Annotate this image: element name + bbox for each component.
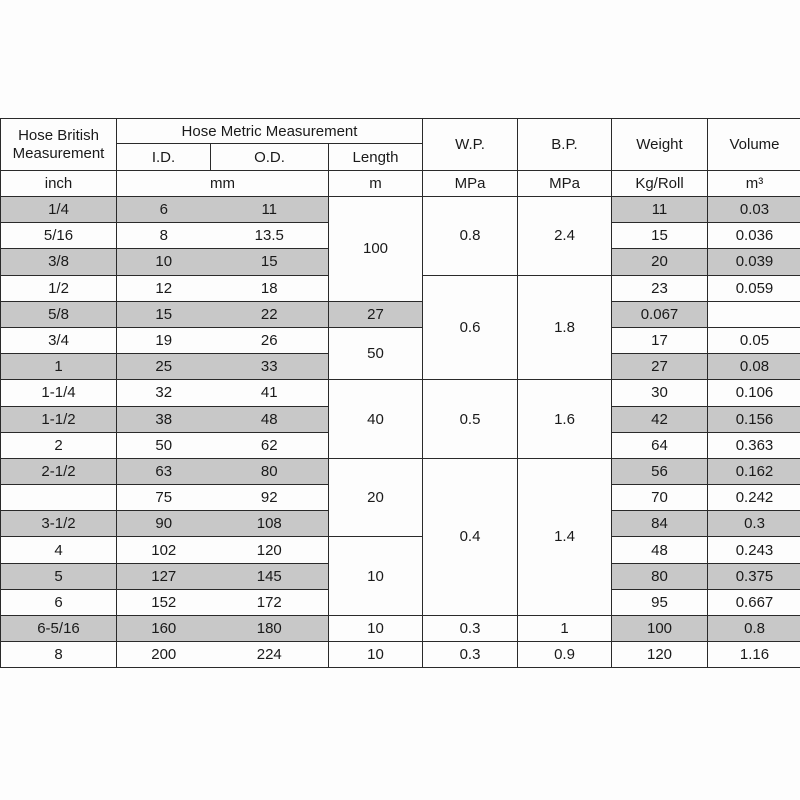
cell-id: 8 xyxy=(117,223,211,249)
cell-inch: 3/8 xyxy=(1,249,117,275)
cell-weight: 56 xyxy=(612,458,708,484)
cell-id: 152 xyxy=(117,589,211,615)
cell-length: 100 xyxy=(329,197,423,302)
hose-spec-table xyxy=(0,118,800,668)
cell-length: 40 xyxy=(329,380,423,459)
cell-volume: 0.106 xyxy=(708,380,800,406)
cell-od: 22 xyxy=(211,301,329,327)
cell-od: 92 xyxy=(211,485,329,511)
cell-wp: 0.4 xyxy=(423,458,518,615)
cell-od: 172 xyxy=(211,589,329,615)
cell-id: 12 xyxy=(117,275,211,301)
cell-id: 90 xyxy=(117,511,211,537)
table-row xyxy=(1,616,800,642)
cell-inch: 3/4 xyxy=(1,327,117,353)
cell-volume: 0.3 xyxy=(708,511,800,537)
cell-weight: 84 xyxy=(612,511,708,537)
table-row xyxy=(1,458,800,484)
cell-bp: 0.9 xyxy=(518,642,612,668)
cell-inch: 1/2 xyxy=(1,275,117,301)
cell-od: 26 xyxy=(211,327,329,353)
cell-volume: 0.667 xyxy=(708,589,800,615)
od-header: O.D. xyxy=(211,144,329,171)
cell-bp: 1 xyxy=(518,616,612,642)
cell-weight: 95 xyxy=(612,589,708,615)
cell-weight: 11 xyxy=(612,197,708,223)
british-header-line2: Measurement xyxy=(12,144,105,162)
cell-weight: 100 xyxy=(612,616,708,642)
british-header-line1: Hose British xyxy=(18,126,99,144)
cell-id: 127 xyxy=(117,563,211,589)
cell-bp: 1.4 xyxy=(518,458,612,615)
cell-od: 180 xyxy=(211,616,329,642)
cell-volume: 0.156 xyxy=(708,406,800,432)
cell-volume: 0.067 xyxy=(612,301,708,327)
cell-od: 145 xyxy=(211,563,329,589)
cell-inch xyxy=(1,485,117,511)
cell-weight: 23 xyxy=(612,275,708,301)
weight-header: Weight xyxy=(612,119,708,171)
cell-weight: 120 xyxy=(612,642,708,668)
cell-inch: 8 xyxy=(1,642,117,668)
bp-header: B.P. xyxy=(518,119,612,171)
cell-wp: 0.3 xyxy=(423,642,518,668)
cell-weight: 64 xyxy=(612,432,708,458)
cell-od: 41 xyxy=(211,380,329,406)
cell-id: 160 xyxy=(117,616,211,642)
cell-od: 18 xyxy=(211,275,329,301)
cell-volume: 0.363 xyxy=(708,432,800,458)
cell-id: 38 xyxy=(117,406,211,432)
cell-wp: 0.5 xyxy=(423,380,518,459)
unit-bp: MPa xyxy=(518,171,612,197)
cell-weight: 48 xyxy=(612,537,708,563)
unit-volume: m³ xyxy=(708,171,800,197)
cell-id: 19 xyxy=(117,327,211,353)
cell-od: 108 xyxy=(211,511,329,537)
cell-od: 62 xyxy=(211,432,329,458)
cell-volume: 0.08 xyxy=(708,354,800,380)
cell-od: 120 xyxy=(211,537,329,563)
cell-weight: 30 xyxy=(612,380,708,406)
cell-weight: 70 xyxy=(612,485,708,511)
unit-wp: MPa xyxy=(423,171,518,197)
cell-od: 11 xyxy=(211,197,329,223)
cell-weight: 80 xyxy=(612,563,708,589)
cell-id: 75 xyxy=(117,485,211,511)
length-header: Length xyxy=(329,144,423,171)
cell-wp: 0.8 xyxy=(423,197,518,276)
cell-od: 15 xyxy=(211,249,329,275)
cell-inch: 4 xyxy=(1,537,117,563)
table-row xyxy=(1,327,800,353)
cell-volume: 0.059 xyxy=(708,275,800,301)
cell-inch: 1-1/4 xyxy=(1,380,117,406)
cell-inch: 5 xyxy=(1,563,117,589)
cell-weight: 27 xyxy=(329,301,423,327)
cell-wp: 0.6 xyxy=(423,275,518,380)
cell-bp: 1.8 xyxy=(518,275,612,380)
cell-weight: 42 xyxy=(612,406,708,432)
cell-volume: 0.039 xyxy=(708,249,800,275)
cell-inch: 2 xyxy=(1,432,117,458)
cell-weight: 20 xyxy=(612,249,708,275)
cell-od: 48 xyxy=(211,406,329,432)
cell-od: 13.5 xyxy=(211,223,329,249)
cell-length: 20 xyxy=(329,458,423,537)
cell-inch: 3-1/2 xyxy=(1,511,117,537)
cell-volume: 0.03 xyxy=(708,197,800,223)
cell-bp: 2.4 xyxy=(518,197,612,276)
unit-weight: Kg/Roll xyxy=(612,171,708,197)
british-measurement-header xyxy=(1,119,117,171)
cell-weight: 27 xyxy=(612,354,708,380)
cell-id: 200 xyxy=(117,642,211,668)
cell-wp: 0.3 xyxy=(423,616,518,642)
cell-inch: 5/8 xyxy=(1,301,117,327)
id-header: I.D. xyxy=(117,144,211,171)
cell-length: 10 xyxy=(329,616,423,642)
cell-inch: 6 xyxy=(1,589,117,615)
unit-m: m xyxy=(329,171,423,197)
cell-id: 25 xyxy=(117,354,211,380)
cell-volume: 0.375 xyxy=(708,563,800,589)
cell-inch: 1-1/2 xyxy=(1,406,117,432)
cell-volume: 0.05 xyxy=(708,327,800,353)
hose-spec-table-container xyxy=(0,118,800,668)
cell-bp: 1.6 xyxy=(518,380,612,459)
cell-inch: 5/16 xyxy=(1,223,117,249)
cell-id: 6 xyxy=(117,197,211,223)
cell-weight: 17 xyxy=(612,327,708,353)
cell-inch: 1/4 xyxy=(1,197,117,223)
cell-volume: 0.036 xyxy=(708,223,800,249)
header-row-1 xyxy=(1,119,800,144)
unit-mm: mm xyxy=(117,171,329,197)
cell-volume: 1.16 xyxy=(708,642,800,668)
table-row xyxy=(1,537,800,563)
cell-id: 50 xyxy=(117,432,211,458)
cell-od: 33 xyxy=(211,354,329,380)
table-row xyxy=(1,301,800,327)
cell-od: 80 xyxy=(211,458,329,484)
cell-id: 32 xyxy=(117,380,211,406)
cell-volume: 0.243 xyxy=(708,537,800,563)
unit-inch: inch xyxy=(1,171,117,197)
metric-measurement-header: Hose Metric Measurement xyxy=(117,119,423,144)
wp-header: W.P. xyxy=(423,119,518,171)
cell-volume: 0.8 xyxy=(708,616,800,642)
cell-od: 224 xyxy=(211,642,329,668)
cell-id: 15 xyxy=(117,301,211,327)
cell-inch: 1 xyxy=(1,354,117,380)
units-row xyxy=(1,171,800,197)
cell-volume: 0.162 xyxy=(708,458,800,484)
cell-length: 10 xyxy=(329,537,423,616)
cell-length: 50 xyxy=(329,327,423,379)
cell-volume: 0.242 xyxy=(708,485,800,511)
table-row xyxy=(1,197,800,223)
volume-header: Volume xyxy=(708,119,800,171)
table-row xyxy=(1,380,800,406)
table-row xyxy=(1,642,800,668)
cell-inch: 6-5/16 xyxy=(1,616,117,642)
cell-id: 102 xyxy=(117,537,211,563)
cell-weight: 15 xyxy=(612,223,708,249)
cell-id: 10 xyxy=(117,249,211,275)
cell-length: 10 xyxy=(329,642,423,668)
cell-inch: 2-1/2 xyxy=(1,458,117,484)
cell-id: 63 xyxy=(117,458,211,484)
